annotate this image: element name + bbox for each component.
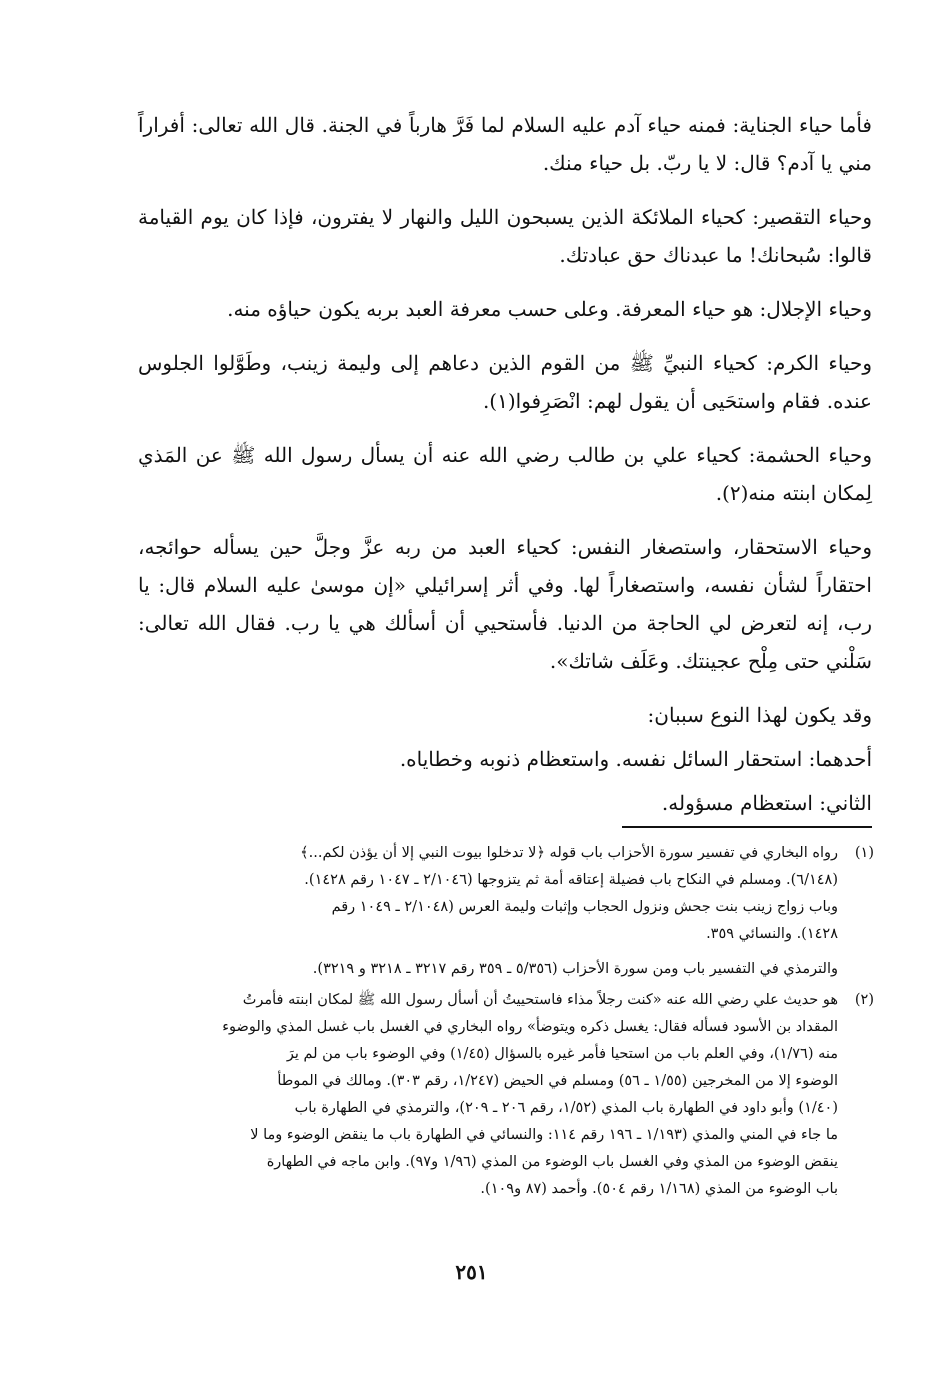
paragraph-second-cause: الثاني: استعظام مسؤوله.: [661, 791, 872, 815]
paragraph-haya-al-istihqar: وحياء الاستحقار، واستصغار النفس: كحياء العبد من ربه عزَّ وجلَّ حين يسأله حوائجه، احتقاراً لشأن نفسه، واستصغاراً لها. وفي أثر إسرائيلي «إن موسىٰ عليه السلام قال: يا رب، إنه لتعرض لي الحاجة من الدنيا. فأستحيي أن أسألك هي يا رب. فقال الله تعالى: سَلْني حتى مِلْح عجينتك. وعَلَف شاتك».: [138, 535, 872, 673]
footnote-line: باب الوضوء من المذي (١/١٦٨ رقم ٥٠٤). وأحمد (٨٧ و١٠٩).: [480, 1181, 838, 1197]
paragraph-haya-al-taqsir: وحياء التقصير: كحياء الملائكة الذين يسبحون الليل والنهار لا يفترون، فإذا كان يوم القيامة قالوا: سُبحانك! ما عبدناك حق عبادتك.: [138, 205, 872, 267]
footnote-line: وباب زواج زينب بنت جحش ونزول الحجاب وإثبات وليمة العرس (٢/١٠٤٨ ـ ١٠٤٩ رقم: [331, 899, 838, 915]
footnote-2: [138, 987, 874, 1203]
footnote-line: رواه البخاري في تفسير سورة الأحزاب باب قوله ﴿لا تدخلوا بيوت النبي إلا أن يؤذن لكم...﴾: [300, 845, 838, 861]
footnote-line: المقداد بن الأسود فسأله فقال: يغسل ذكره ويتوضأ» رواه البخاري في الغسل باب غسل المذي والوضوء: [222, 1019, 838, 1035]
footnote-line: (١/٤٠) وأبو داود في الطهارة باب المذي (١/٥٢، رقم ٢٠٦ ـ ٢٠٩)، والترمذي في الطهارة باب: [294, 1100, 838, 1116]
footnote-1: [138, 840, 874, 983]
footnote-line: والترمذي في التفسير باب ومن سورة الأحزاب (٥/٣٥٦ ـ ٣٥٩ رقم ٣٢١٧ ـ ٣٢١٨ و ٣٢١٩).: [312, 961, 838, 977]
paragraph-first-cause: أحدهما: استحقار السائل نفسه. واستعظام ذنوبه وخطاياه.: [399, 747, 872, 771]
footnote-text: [138, 840, 838, 983]
footnote-line: (٦/١٤٨). ومسلم في النكاح باب فضيلة إعتاقه أمة ثم يتزوجها (٢/١٠٤٦ ـ ١٠٤٧ رقم ١٤٢٨).: [304, 872, 838, 888]
paragraph-haya-al-jinaya: فأما حياء الجناية: فمنه حياء آدم عليه السلام لما فَرَّ هارباً في الجنة. قال الله تعالى: أفراراً مني يا آدم؟ قال: لا يا ربّ. بل حياء منك.: [138, 113, 872, 175]
paragraph-haya-al-karam: وحياء الكرم: كحياء النبيِّ ﷺ من القوم الذين دعاهم إلى وليمة زينب، وطَوَّلوا الجلوس عنده. فقام واستحَيى أن يقول لهم: انْصَرِفوا(١).: [138, 351, 872, 413]
footnotes: [138, 840, 874, 1207]
footnote-separator: [622, 826, 872, 828]
paragraph-two-causes: وقد يكون لهذا النوع سببان:: [647, 703, 872, 727]
footnote-text: [138, 987, 838, 1203]
footnote-line: منه (١/٧٦)، وفي العلم باب من استحيا فأمر غيره بالسؤال (١/٤٥) وفي الوضوء باب من لم يرَ: [286, 1046, 838, 1062]
footnote-line: ينقض الوضوء من المذي وفي الغسل باب الوضوء من المذي (١/٩٦ و٩٧). وابن ماجه في الطهارة: [266, 1154, 838, 1170]
footnote-line: الوضوء إلا من المخرجين (١/٥٥ ـ ٥٦) ومسلم في الحيض (١/٢٤٧، رقم ٣٠٣). ومالك في الموطأ: [277, 1073, 838, 1089]
footnote-number: (١): [854, 845, 874, 861]
footnote-line: ما جاء في المني والمذي (١/١٩٣ ـ ١٩٦ رقم ١١٤: والنسائي في الطهارة باب ما ينقض الوضوء وما لا: [250, 1127, 838, 1143]
footnote-line: ١٤٢٨). والنسائي ٣٥٩.: [706, 926, 838, 942]
page-number: ٢٥١: [455, 1260, 488, 1284]
footnote-number: (٢): [854, 992, 874, 1008]
main-text: [138, 106, 872, 828]
paragraph-haya-al-hishma: وحياء الحشمة: كحياء علي بن طالب رضي الله عنه أن يسأل رسول الله ﷺ عن المَذي لِمكان ابنته منه(٢).: [138, 443, 873, 505]
footnote-line: هو حديث علي رضي الله عنه «كنت رجلاً مذاء فاستحييتُ أن أسأل رسول الله ﷺ لمكان ابنته فأمرتُ: [242, 992, 838, 1008]
paragraph-haya-al-ijlal: وحياء الإجلال: هو حياء المعرفة. وعلى حسب معرفة العبد بربه يكون حياؤه منه.: [227, 297, 872, 321]
